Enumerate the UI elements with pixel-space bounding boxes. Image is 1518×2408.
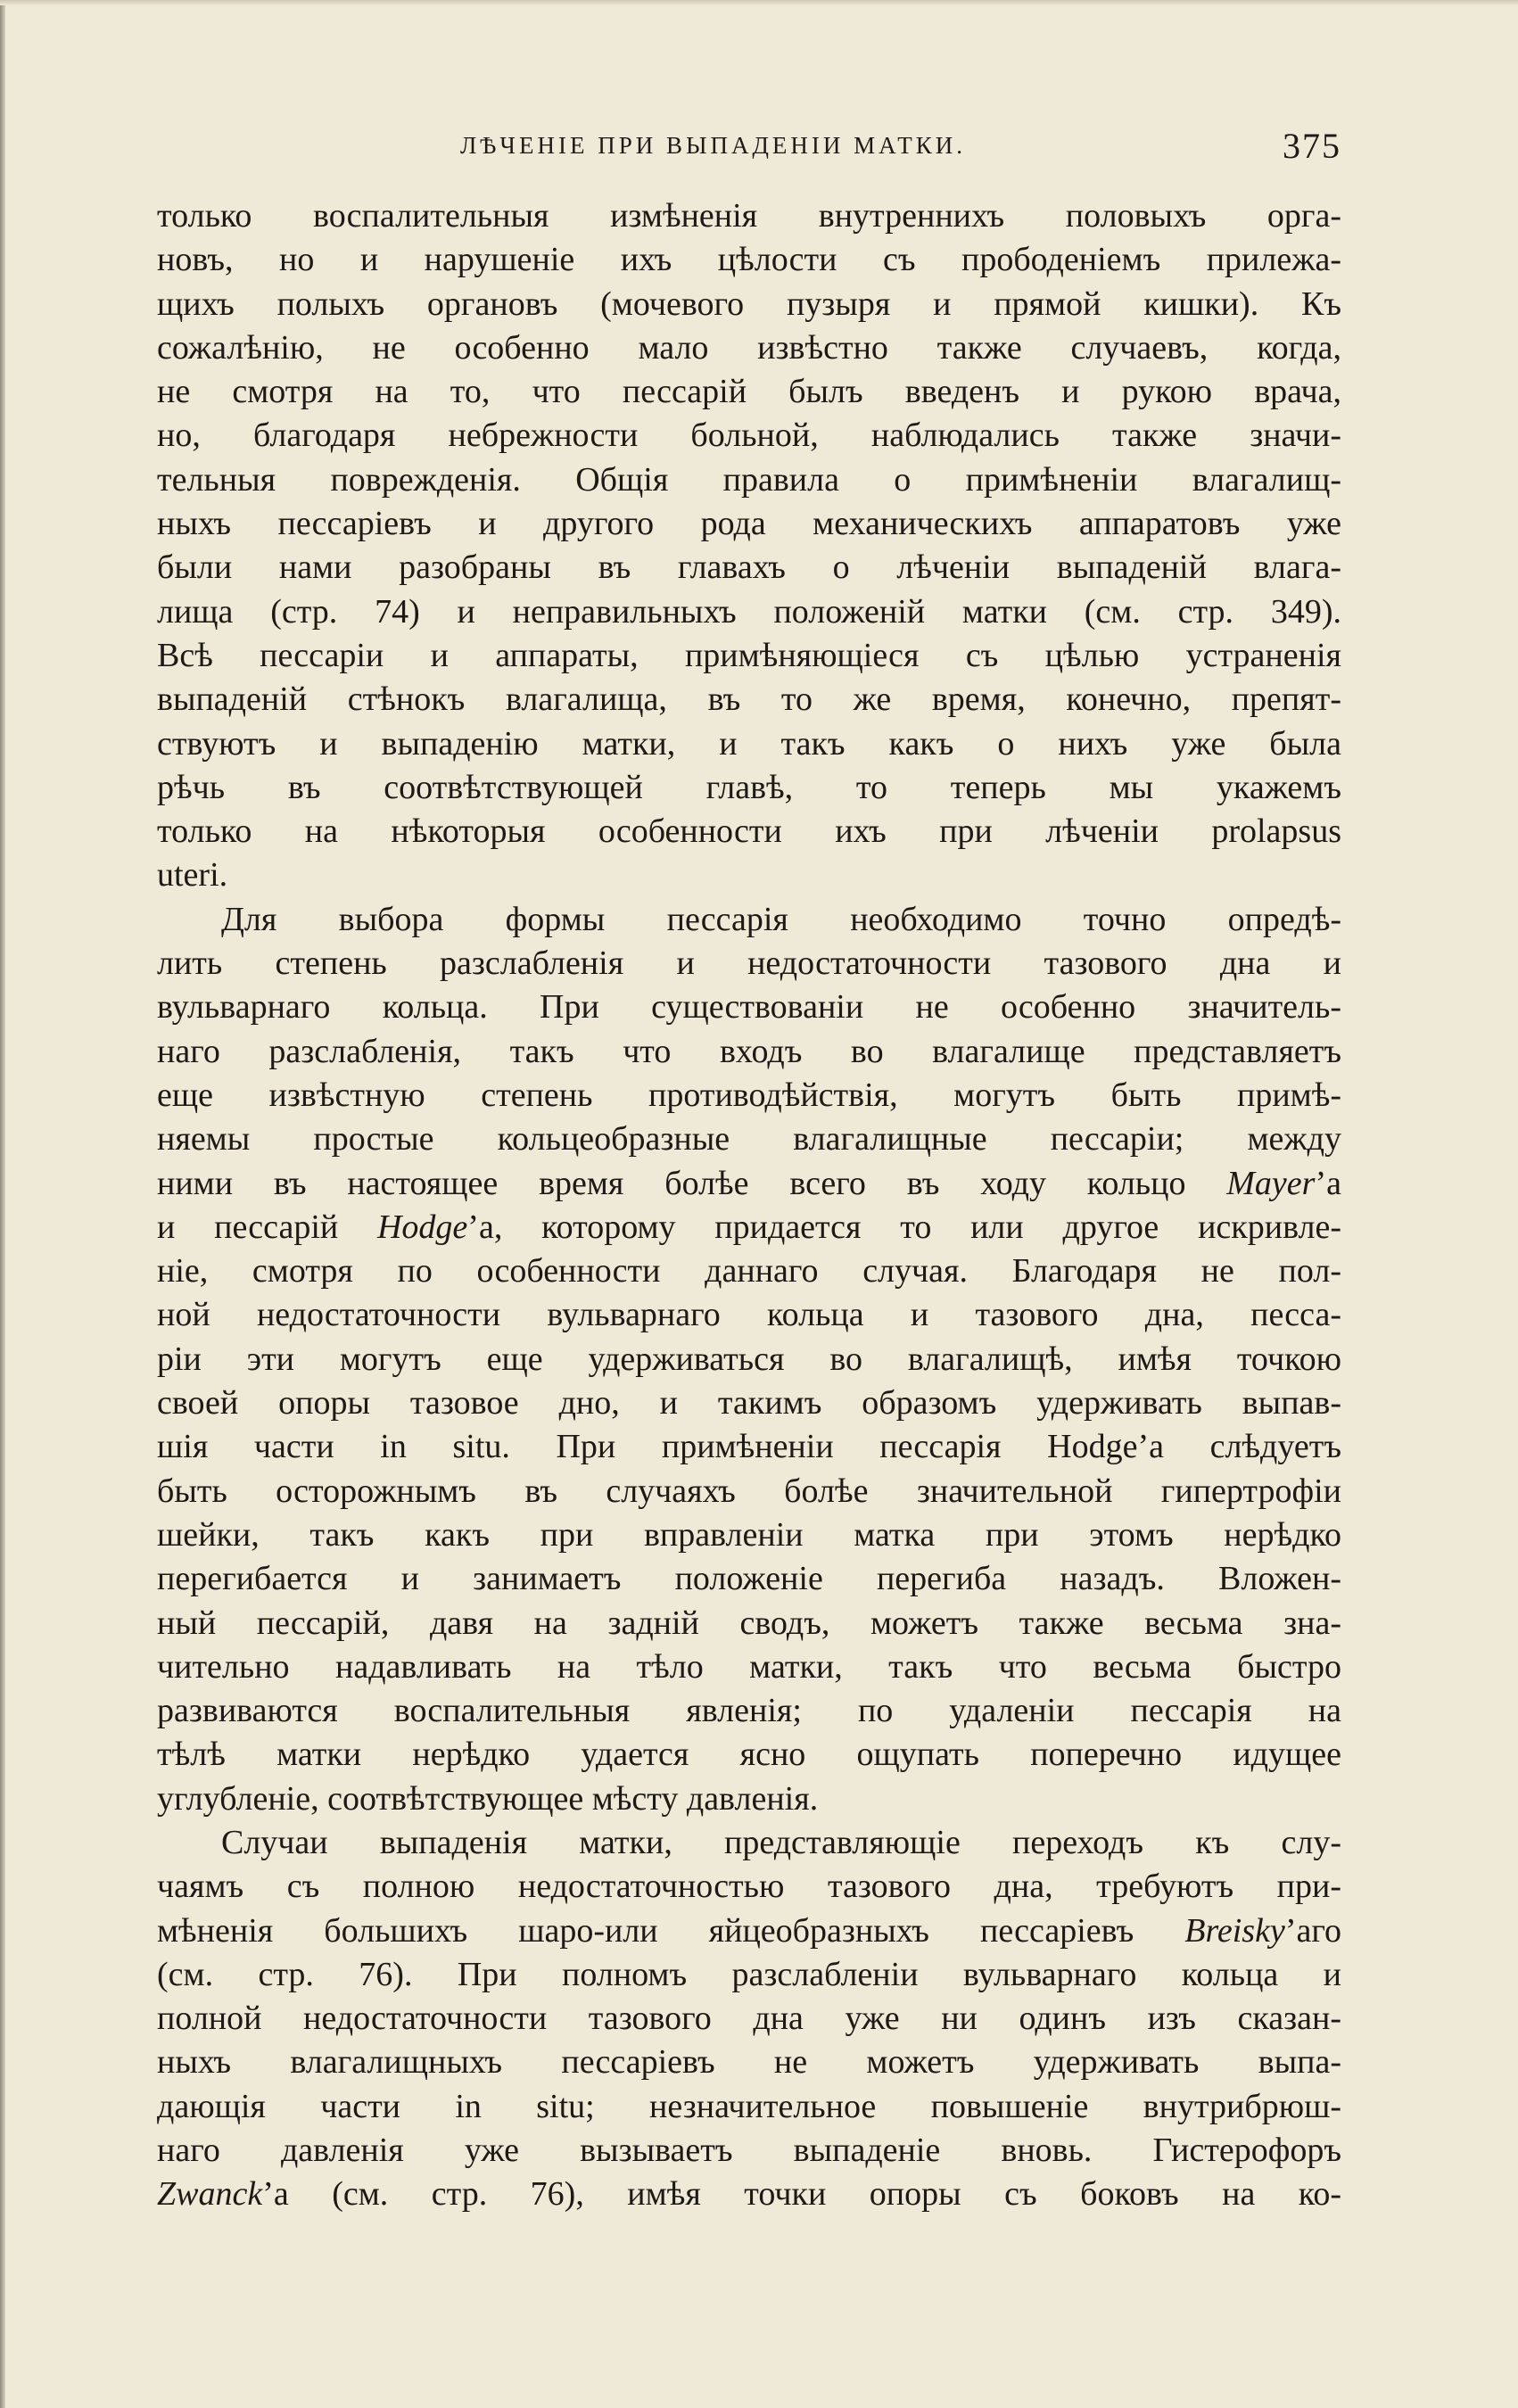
text-segment: мѣненія большихъ шаро-или яйцеобразныхъ пессаріевъ: [157, 1911, 1185, 1950]
page-top-edge: [0, 0, 1518, 5]
text-line: лища (стр. 74) и неправильныхъ положеній матки (см. стр. 349).: [157, 592, 1341, 631]
text-segment: ’а: [1315, 1164, 1341, 1202]
text-line: перегибается и занимаетъ положеніе перегиба назадъ. Вложен-: [157, 1560, 1341, 1598]
text-line: тельныя поврежденія. Общія правила о примѣненіи влагалищ-: [157, 460, 1341, 499]
text-line: ріи эти могутъ еще удерживаться во влагалищѣ, имѣя точкою: [157, 1340, 1341, 1378]
text-line: быть осторожнымъ въ случаяхъ болѣе значительной гипертрофіи: [157, 1472, 1341, 1510]
text-line: только воспалительныя измѣненія внутреннихъ половыхъ орга-: [157, 197, 1341, 235]
text-line: шія части in situ. При примѣненіи пессарія Hodge’а слѣдуетъ: [157, 1428, 1341, 1466]
text-line: Случаи выпаденія матки, представляющіе переходъ къ слу-: [221, 1823, 1341, 1861]
text-line: выпаденій стѣнокъ влагалища, въ то же время, конечно, препят-: [157, 680, 1341, 719]
text-line: рѣчь въ соотвѣтствующей главѣ, то теперь мы укажемъ: [157, 768, 1341, 806]
text-line: Для выбора формы пессарія необходимо точно опредѣ-: [221, 900, 1341, 938]
text-line: но, благодаря небрежности больной, наблюдались также значи-: [157, 416, 1341, 455]
author-name: Mayer: [1226, 1164, 1316, 1202]
text-line: своей опоры тазовое дно, и такимъ образомъ удерживать выпав-: [157, 1384, 1341, 1423]
running-head: ЛѢЧЕНІЕ ПРИ ВЫПАДЕНІИ МАТКИ.: [460, 132, 967, 159]
text-line: ной недостаточности вульварнаго кольца и тазового дна, песса-: [157, 1296, 1341, 1334]
text-segment: ’а (см. стр. 76), имѣя точки опоры съ боковъ на ко-: [262, 2175, 1341, 2214]
text-line: [157, 1206, 1341, 1249]
text-segment: ’а, которому придается то или другое искривле-: [467, 1208, 1341, 1246]
text-line: еще извѣстную степень противодѣйствія, могутъ быть примѣ-: [157, 1076, 1341, 1114]
text-line: щихъ полыхъ органовъ (мочевого пузыря и прямой кишки). Къ: [157, 285, 1341, 323]
author-name: Zwanck: [157, 2175, 263, 2214]
text-line: развиваются воспалительныя явленія; по удаленіи пессарія на: [157, 1692, 1341, 1730]
text-line: только на нѣкоторыя особенности ихъ при лѣченіи prolapsus: [157, 812, 1341, 851]
text-line: вульварнаго кольца. При существованіи не особенно значитель-: [157, 988, 1341, 1027]
text-line: (см. стр. 76). При полномъ разслабленіи вульварнаго кольца и: [157, 1955, 1341, 1993]
text-line: чаямъ съ полною недостаточностью тазового дна, требуютъ при-: [157, 1868, 1341, 1906]
text-line: были нами разобраны въ главахъ о лѣченіи выпаденій влага-: [157, 548, 1341, 587]
text-line: ныхъ пессаріевъ и другого рода механическихъ аппаратовъ уже: [157, 505, 1341, 543]
body-text: [157, 194, 1341, 2217]
text-line: углубленіе, соотвѣтствующее мѣсту давленія.: [157, 1779, 819, 1818]
page-header: [157, 125, 1341, 169]
text-line: Всѣ пессаріи и аппараты, примѣняющіеся съ цѣлью устраненія: [157, 636, 1341, 674]
page-binding-edge: [0, 0, 5, 2408]
text-line: [157, 2173, 1341, 2216]
text-line: наго давленія уже вызываетъ выпаденіе вновь. Гистерофоръ: [157, 2132, 1341, 2170]
text-line: сожалѣнію, не особенно мало извѣстно также случаевъ, когда,: [157, 328, 1341, 367]
text-line: uteri.: [157, 856, 228, 895]
text-line: тѣлѣ матки нерѣдко удается ясно ощупать поперечно идущее: [157, 1736, 1341, 1774]
text-line: шейки, такъ какъ при вправленіи матка при этомъ нерѣдко: [157, 1515, 1341, 1554]
text-line: дающія части in situ; незначительное повышеніе внутрибрюш-: [157, 2087, 1341, 2125]
text-segment: ними въ настоящее время болѣе всего въ ходу кольцо: [157, 1164, 1227, 1202]
text-line: ніе, смотря по особенности даннаго случая. Благодаря не пол-: [157, 1252, 1341, 1291]
page-number: 375: [1283, 126, 1341, 166]
author-name: Hodge: [376, 1208, 468, 1246]
text-line: ный пессарій, давя на задній сводъ, можетъ также весьма зна-: [157, 1604, 1341, 1642]
text-segment: ’аго: [1284, 1911, 1341, 1950]
text-line: няемы простые кольцеобразные влагалищные пессаріи; между: [157, 1120, 1341, 1159]
text-line: ныхъ влагалищныхъ пессаріевъ не можетъ удерживать выпа-: [157, 2043, 1341, 2082]
text-line: лить степень разслабленія и недостаточности тазового дна и: [157, 944, 1341, 983]
text-line: новъ, но и нарушеніе ихъ цѣлости съ прободеніемъ прилежа-: [157, 241, 1341, 279]
text-segment: и пессарій: [157, 1208, 377, 1246]
text-line: [157, 1162, 1341, 1206]
text-line: не смотря на то, что пессарій былъ введенъ и рукою врача,: [157, 373, 1341, 411]
author-name: Breisky: [1184, 1911, 1285, 1950]
text-line: полной недостаточности тазового дна уже ни одинъ изъ сказан-: [157, 2000, 1341, 2038]
text-line: [157, 1909, 1341, 1953]
text-line: наго разслабленія, такъ что входъ во влагалище представляетъ: [157, 1032, 1341, 1070]
text-line: ствуютъ и выпаденію матки, и такъ какъ о нихъ уже была: [157, 724, 1341, 763]
text-line: чительно надавливать на тѣло матки, такъ что весьма быстро: [157, 1647, 1341, 1686]
